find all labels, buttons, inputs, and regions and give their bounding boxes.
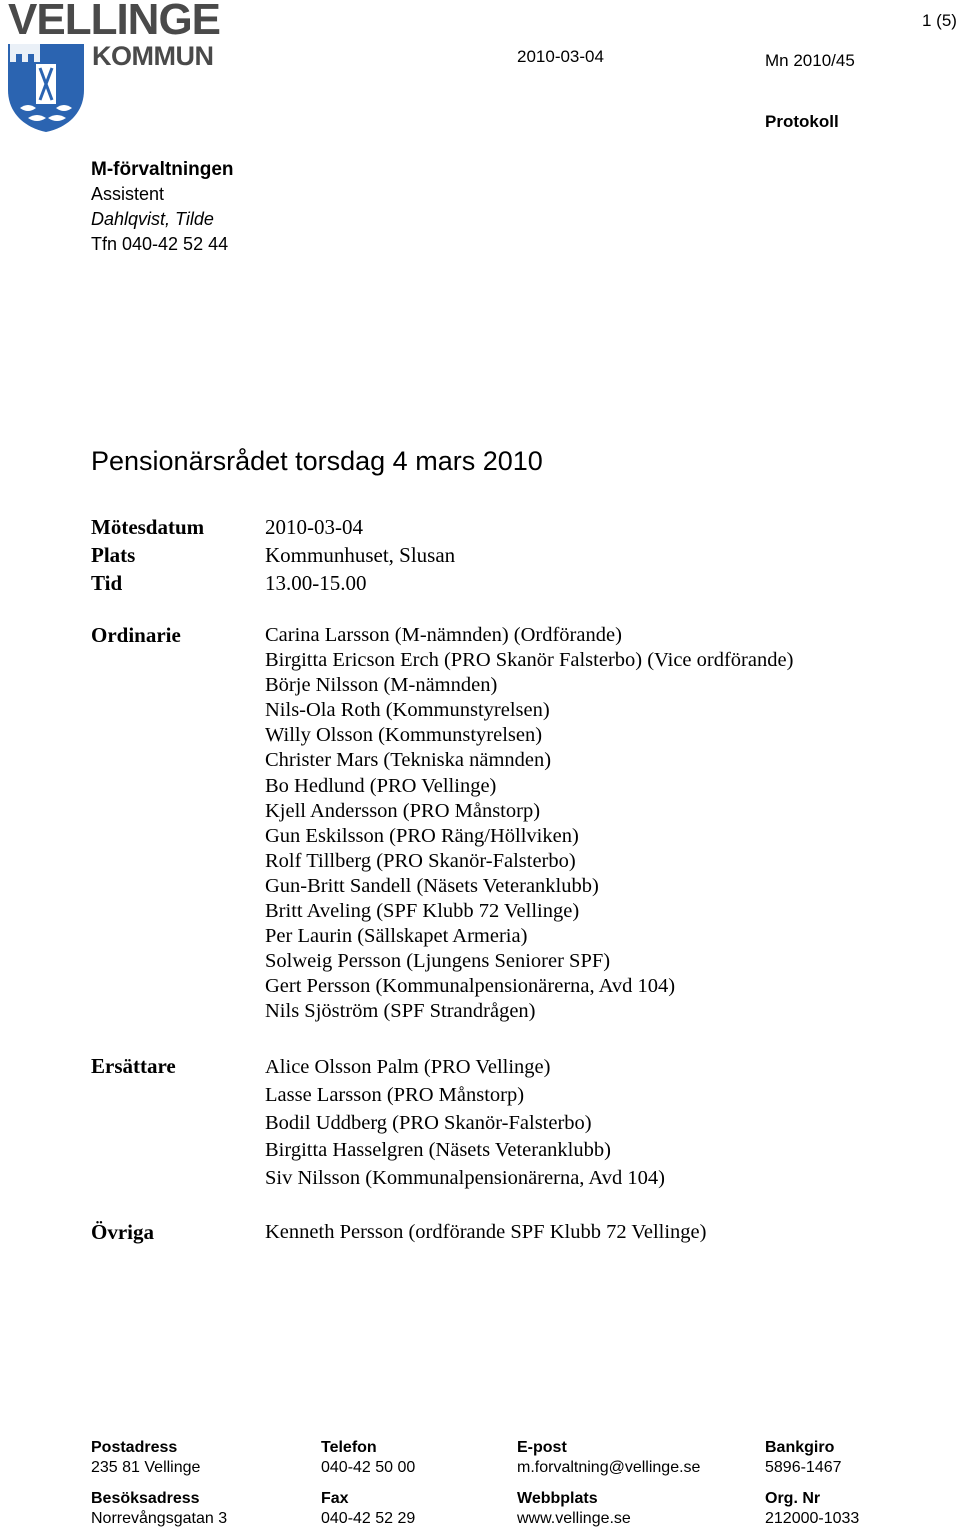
attendee-item: Carina Larsson (M-nämnden) (Ordförande): [265, 624, 622, 646]
attendee-item: Kenneth Persson (ordförande SPF Klubb 72 Vellinge): [265, 1221, 707, 1243]
logo-wordmark-kommun: KOMMUN: [92, 41, 214, 71]
attendee-item: Britt Aveling (SPF Klubb 72 Vellinge): [265, 900, 580, 923]
document-type: Protokoll: [765, 112, 839, 131]
footer-bankgiro: [765, 1438, 842, 1478]
attendee-item: Gun Eskilsson (PRO Räng/Höllviken): [265, 824, 579, 847]
logo-wordmark-vellinge: VELLINGE: [8, 0, 221, 44]
attendee-item: Birgitta Ericson Erch (PRO Skanör Falsterbo) (Vice ordförande): [265, 649, 794, 672]
footer-fax-value: 040-42 52 29: [321, 1510, 416, 1527]
attendee-item: Bodil Uddberg (PRO Skanör-Falsterbo): [265, 1111, 592, 1134]
attendee-item: Nils Sjöström (SPF Strandrågen): [265, 1000, 536, 1023]
footer-bankgiro-value: 5896-1467: [765, 1459, 842, 1476]
ersattare-label: Ersättare: [91, 1054, 176, 1078]
attendee-item: Nils-Ola Roth (Kommunstyrelsen): [265, 699, 550, 722]
footer-webbplats-label: Webbplats: [517, 1490, 598, 1507]
meeting-place-value: Kommunhuset, Slusan: [265, 543, 456, 567]
footer-fax: [321, 1489, 415, 1529]
footer-postadress-value: 235 81 Vellinge: [91, 1459, 201, 1476]
footer-besoksadress: [91, 1489, 227, 1529]
footer-besoksadress-label: Besöksadress: [91, 1490, 200, 1507]
attendee-item: Solweig Persson (Ljungens Seniorer SPF): [265, 950, 611, 973]
meeting-date-label: Mötesdatum: [91, 515, 205, 539]
page-number: 1 (5): [922, 11, 957, 30]
attendee-item: Börje Nilsson (M-nämnden): [265, 674, 498, 697]
sender-name: Dahlqvist, Tilde: [91, 209, 214, 229]
footer-webbplats-value[interactable]: www.vellinge.se: [517, 1510, 631, 1527]
footer-telefon-value: 040-42 50 00: [321, 1459, 416, 1476]
footer-bankgiro-label: Bankgiro: [765, 1439, 835, 1456]
attendee-item: Kjell Andersson (PRO Månstorp): [265, 799, 541, 822]
meeting-date-value: 2010-03-04: [265, 515, 363, 539]
footer-orgnr-value: 212000-1033: [765, 1510, 860, 1527]
footer-orgnr: [765, 1489, 859, 1529]
footer-telefon-label: Telefon: [321, 1439, 377, 1456]
footer-telefon: [321, 1438, 415, 1478]
footer-postadress: [91, 1438, 200, 1478]
sender-block: [91, 157, 234, 257]
ovriga-label: Övriga: [91, 1220, 154, 1244]
vellinge-kommun-logo: [6, 0, 221, 134]
ersattare-list: [265, 1054, 665, 1193]
ordinarie-list: [265, 623, 793, 1025]
attendee-item: Gun-Britt Sandell (Näsets Veteranklubb): [265, 874, 599, 897]
coat-of-arms-icon: [6, 42, 86, 134]
reference-number: Mn 2010/45: [765, 51, 855, 70]
footer-fax-label: Fax: [321, 1490, 349, 1507]
footer-epost: [517, 1438, 700, 1478]
attendee-item: Willy Olsson (Kommunstyrelsen): [265, 724, 543, 747]
page-title: Pensionärsrådet torsdag 4 mars 2010: [91, 446, 543, 476]
attendee-item: Lasse Larsson (PRO Månstorp): [265, 1083, 525, 1106]
sender-department: M-förvaltningen: [91, 159, 234, 180]
attendee-item: Siv Nilsson (Kommunalpensionärerna, Avd 104): [265, 1167, 665, 1190]
attendee-item: Alice Olsson Palm (PRO Vellinge): [265, 1056, 551, 1078]
attendee-item: Birgitta Hasselgren (Näsets Veteranklubb): [265, 1139, 611, 1162]
attendee-item: Per Laurin (Sällskapet Armeria): [265, 925, 528, 948]
footer-postadress-label: Postadress: [91, 1439, 178, 1456]
footer-besoksadress-value: Norrevångsgatan 3: [91, 1510, 228, 1527]
meeting-time-value: 13.00-15.00: [265, 571, 367, 595]
attendee-item: Christer Mars (Tekniska nämnden): [265, 749, 552, 772]
sender-phone: Tfn 040-42 52 44: [91, 234, 229, 254]
attendee-item: Rolf Tillberg (PRO Skanör-Falsterbo): [265, 849, 576, 872]
ordinarie-label: Ordinarie: [91, 623, 181, 647]
footer-epost-value[interactable]: m.forvaltning@vellinge.se: [517, 1459, 701, 1476]
attendee-item: Bo Hedlund (PRO Vellinge): [265, 774, 497, 797]
meeting-place-label: Plats: [91, 543, 136, 567]
meeting-time-label: Tid: [91, 571, 123, 595]
footer-webbplats: [517, 1489, 631, 1529]
document-date: 2010-03-04: [517, 47, 604, 66]
ovriga-list: [265, 1220, 706, 1245]
footer-epost-label: E-post: [517, 1439, 567, 1456]
sender-role: Assistent: [91, 184, 165, 204]
footer-orgnr-label: Org. Nr: [765, 1490, 821, 1507]
attendee-item: Gert Persson (Kommunalpensionärerna, Avd 104): [265, 975, 676, 998]
